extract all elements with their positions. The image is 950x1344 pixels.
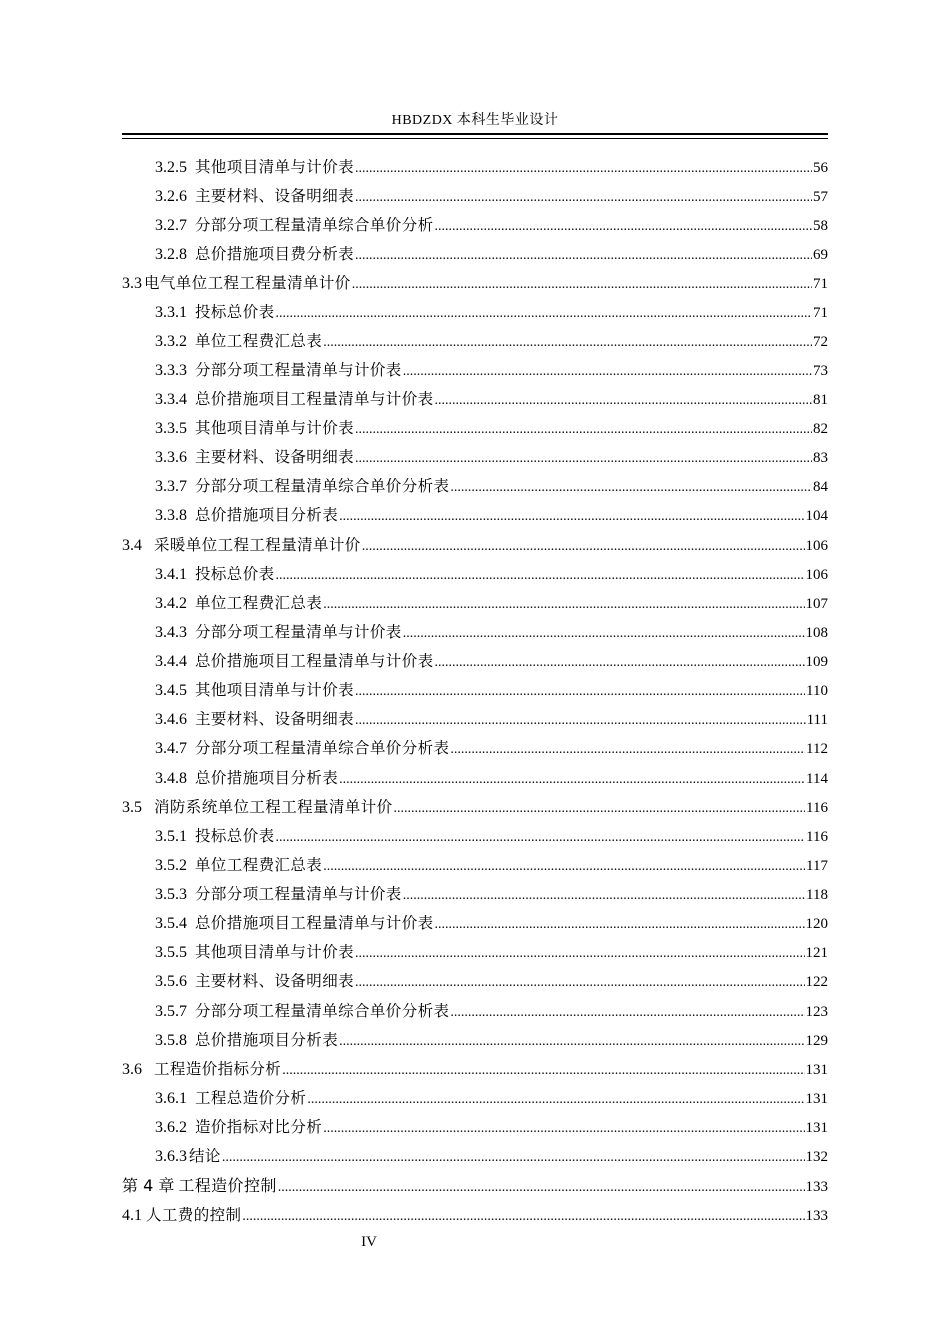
toc-entry-title: 其他项目清单与计价表 [195,158,355,176]
toc-dot-leader [355,245,812,267]
toc-entry[interactable] [155,883,828,905]
toc-entry-page: 133 [805,1208,828,1224]
toc-entry-title: 其他项目清单与计价表 [195,419,355,437]
toc-entry[interactable] [155,504,828,526]
toc-entry-page: 106 [805,567,828,583]
toc-entry-number: 3.5.1 [155,828,187,845]
toc-entry[interactable] [155,156,828,178]
toc-dot-leader [323,594,804,616]
toc-dot-leader [450,739,805,761]
toc-entry-page: 129 [805,1033,828,1049]
toc-dot-leader [435,390,812,412]
toc-entry-page: 56 [813,160,828,176]
toc-entry-title: 分部分项工程量清单综合单价分析表 [195,739,450,757]
toc-entry-page: 114 [806,771,828,787]
toc-entry-page: 131 [805,1091,828,1107]
toc-entry-page: 82 [813,421,828,437]
toc-dot-leader [403,623,805,645]
toc-entry[interactable] [155,941,828,963]
toc-entry-number: 3.6.3 [155,1148,187,1165]
toc-entry[interactable] [155,1000,828,1022]
toc-entry-number: 4.1 [122,1207,142,1224]
toc-entry[interactable] [155,563,828,585]
toc-entry-number: 3.6 [122,1061,142,1078]
toc-entry-title: 工程造价控制 [178,1176,277,1195]
toc-entry-title: 工程总造价分析 [195,1089,307,1107]
toc-entry-number: 3.5 [122,799,142,816]
toc-entry-title: 造价指标对比分析 [195,1118,323,1136]
toc-entry-page: 131 [805,1062,828,1078]
toc-dot-leader [362,536,805,558]
toc-entry-title: 投标总价表 [195,565,275,583]
toc-entry-title: 总价措施项目工程量清单与计价表 [195,914,434,932]
toc-dot-leader [355,419,812,441]
toc-entry-page: 57 [813,189,828,205]
toc-entry-title: 分部分项工程量清单综合单价分析 [195,216,434,234]
toc-entry-page: 109 [805,654,828,670]
toc-dot-leader [339,769,805,791]
toc-dot-leader [394,798,806,820]
toc-entry[interactable] [122,1058,828,1080]
toc-chapter-entry[interactable] [122,1175,828,1197]
toc-entry-page: 116 [806,829,828,845]
toc-entry[interactable] [155,301,828,323]
toc-entry[interactable] [155,417,828,439]
toc-entry[interactable] [155,854,828,876]
toc-entry-title: 主要材料、设备明细表 [195,448,355,466]
toc-dot-leader [323,856,805,878]
toc-entry-number: 3.3.7 [155,478,187,495]
toc-dot-leader [403,885,805,907]
toc-entry-title: 结论 [189,1147,221,1165]
page-number: IV [361,1234,377,1250]
toc-entry-page: 110 [806,683,828,699]
toc-dot-leader [355,710,806,732]
toc-dot-leader [222,1147,805,1169]
toc-entry[interactable] [155,592,828,614]
page-header: HBDZDX 本科生毕业设计 [391,113,559,128]
toc-entry[interactable] [122,534,828,556]
toc-entry-page: 120 [805,916,828,932]
toc-entry-page: 133 [805,1179,828,1195]
toc-entry-page: 69 [813,247,828,263]
toc-entry[interactable] [155,650,828,672]
toc-dot-leader [278,1177,805,1199]
toc-dot-leader [339,506,804,528]
toc-entry-page: 108 [805,625,828,641]
toc-entry[interactable] [122,272,828,294]
toc-entry-title: 主要材料、设备明细表 [195,972,355,990]
toc-entry[interactable] [155,825,828,847]
toc-entry-number: 3.4.4 [155,653,187,670]
toc-entry-number: 3.3.3 [155,362,187,379]
toc-entry-number: 3.5.4 [155,915,187,932]
toc-entry-title: 单位工程费汇总表 [195,856,323,874]
toc-entry-number: 3.5.6 [155,973,187,990]
toc-entry-number: 3.3.5 [155,420,187,437]
toc-entry-page: 72 [813,334,828,350]
toc-entry-title: 投标总价表 [195,827,275,845]
toc-entry-title: 总价措施项目分析表 [195,769,339,787]
toc-entry-number: 3.3.2 [155,333,187,350]
toc-entry-number: 3.2.7 [155,217,187,234]
toc-entry-page: 81 [813,392,828,408]
toc-entry-number: 3.4.3 [155,624,187,641]
toc-entry-page: 73 [813,363,828,379]
toc-entry-page: 104 [805,508,828,524]
toc-entry-number: 3.4.7 [155,740,187,757]
toc-entry-number: 3.5.8 [155,1032,187,1049]
toc-entry[interactable] [155,708,828,730]
toc-entry[interactable] [155,912,828,934]
toc-entry[interactable] [155,185,828,207]
toc-dot-leader [339,1031,804,1053]
toc-dot-leader [450,1002,804,1024]
toc-entry-page: 117 [806,858,828,874]
toc-dot-leader [355,943,804,965]
toc-entry-page: 116 [806,800,828,816]
toc-entry[interactable] [155,388,828,410]
toc-entry-number: 3.3.8 [155,507,187,524]
toc-entry[interactable] [155,737,828,759]
toc-entry[interactable] [155,621,828,643]
toc-entry-number: 3.5.2 [155,857,187,874]
toc-dot-leader [355,158,812,180]
toc-entry-number: 3.4.5 [155,682,187,699]
toc-entry-title: 消防系统单位工程工程量清单计价 [154,798,393,816]
toc-entry-number: 3.4.8 [155,770,187,787]
toc-entry-page: 121 [805,945,828,961]
toc-entry-title: 分部分项工程量清单与计价表 [195,885,402,903]
toc-entry-title: 单位工程费汇总表 [195,332,323,350]
toc-entry[interactable] [155,446,828,468]
toc-entry-title: 单位工程费汇总表 [195,594,323,612]
toc-entry-title: 主要材料、设备明细表 [195,710,355,728]
toc-entry-title: 分部分项工程量清单综合单价分析表 [195,1002,450,1020]
toc-entry-number: 3.3.6 [155,449,187,466]
toc-entry-page: 71 [813,305,828,321]
toc-entry-page: 123 [805,1004,828,1020]
toc-entry-number: 第 4 章 [122,1176,175,1195]
toc-entry-number: 3.2.6 [155,188,187,205]
toc-entry[interactable] [155,330,828,352]
toc-entry-title: 采暖单位工程工程量清单计价 [154,536,361,554]
toc-entry[interactable] [122,1204,828,1226]
toc-entry-number: 3.3.1 [155,304,187,321]
toc-entry-page: 83 [813,450,828,466]
toc-entry-number: 3.3 [122,275,142,292]
toc-entry-number: 3.5.3 [155,886,187,903]
toc-entry-number: 3.6.1 [155,1090,187,1107]
toc-entry-title: 主要材料、设备明细表 [195,187,355,205]
toc-entry-title: 总价措施项目费分析表 [195,245,355,263]
toc-entry-page: 118 [806,887,828,903]
toc-entry-title: 工程造价指标分析 [154,1060,282,1078]
toc-dot-leader [355,681,805,703]
toc-dot-leader [323,1118,804,1140]
toc-entry-page: 122 [805,974,828,990]
toc-dot-leader [450,477,812,499]
toc-dot-leader [435,652,805,674]
toc-entry-page: 131 [805,1120,828,1136]
toc-dot-leader [276,827,806,849]
toc-entry-page: 84 [813,479,828,495]
toc-entry[interactable] [155,1087,828,1109]
toc-entry[interactable] [155,359,828,381]
toc-entry-title: 人工费的控制 [146,1206,242,1224]
toc-dot-leader [307,1089,804,1111]
toc-entry[interactable] [155,1116,828,1138]
toc-entry-title: 电气单位工程工程量清单计价 [144,274,351,292]
toc-entry[interactable] [155,243,828,265]
toc-entry-title: 总价措施项目工程量清单与计价表 [195,390,434,408]
toc-entry[interactable] [122,796,828,818]
toc-dot-leader [435,914,805,936]
toc-entry-title: 投标总价表 [195,303,275,321]
toc-dot-leader [355,972,804,994]
toc-entry-number: 3.5.5 [155,944,187,961]
toc-entry-number: 3.6.2 [155,1119,187,1136]
toc-entry-number: 3.4.2 [155,595,187,612]
toc-entry[interactable] [155,475,828,497]
toc-entry-title: 分部分项工程量清单与计价表 [195,623,402,641]
toc-dot-leader [242,1206,804,1228]
toc-entry-title: 分部分项工程量清单与计价表 [195,361,402,379]
toc-entry-number: 3.3.4 [155,391,187,408]
toc-entry-page: 106 [805,538,828,554]
toc-entry-number: 3.4.6 [155,711,187,728]
toc-dot-leader [355,448,812,470]
toc-entry-page: 112 [806,741,828,757]
toc-dot-leader [282,1060,804,1082]
toc-dot-leader [355,187,812,209]
toc-entry-number: 3.4.1 [155,566,187,583]
toc-entry-title: 其他项目清单与计价表 [195,681,355,699]
toc-entry-page: 111 [806,712,828,728]
toc-entry[interactable] [155,970,828,992]
toc-entry[interactable] [155,1029,828,1051]
toc-entry-number: 3.2.8 [155,246,187,263]
toc-entry-page: 58 [813,218,828,234]
toc-entry-number: 3.5.7 [155,1003,187,1020]
toc-entry-number: 3.2.5 [155,159,187,176]
toc-entry-title: 分部分项工程量清单综合单价分析表 [195,477,450,495]
toc-entry-title: 总价措施项目分析表 [195,1031,339,1049]
toc-entry[interactable] [155,214,828,236]
toc-dot-leader [352,274,812,296]
toc-entry-title: 总价措施项目工程量清单与计价表 [195,652,434,670]
toc-entry-title: 其他项目清单与计价表 [195,943,355,961]
toc-dot-leader [435,216,812,238]
toc-entry-number: 3.4 [122,537,142,554]
toc-entry-page: 107 [805,596,828,612]
toc-dot-leader [276,565,805,587]
toc-entry[interactable] [155,679,828,701]
toc-entry-page: 71 [813,276,828,292]
toc-entry[interactable] [155,1145,828,1167]
toc-dot-leader [403,361,812,383]
toc-entry-page: 132 [805,1149,828,1165]
toc-entry[interactable] [155,767,828,789]
toc-dot-leader [276,303,812,325]
toc-entry-title: 总价措施项目分析表 [195,506,339,524]
toc-dot-leader [323,332,812,354]
